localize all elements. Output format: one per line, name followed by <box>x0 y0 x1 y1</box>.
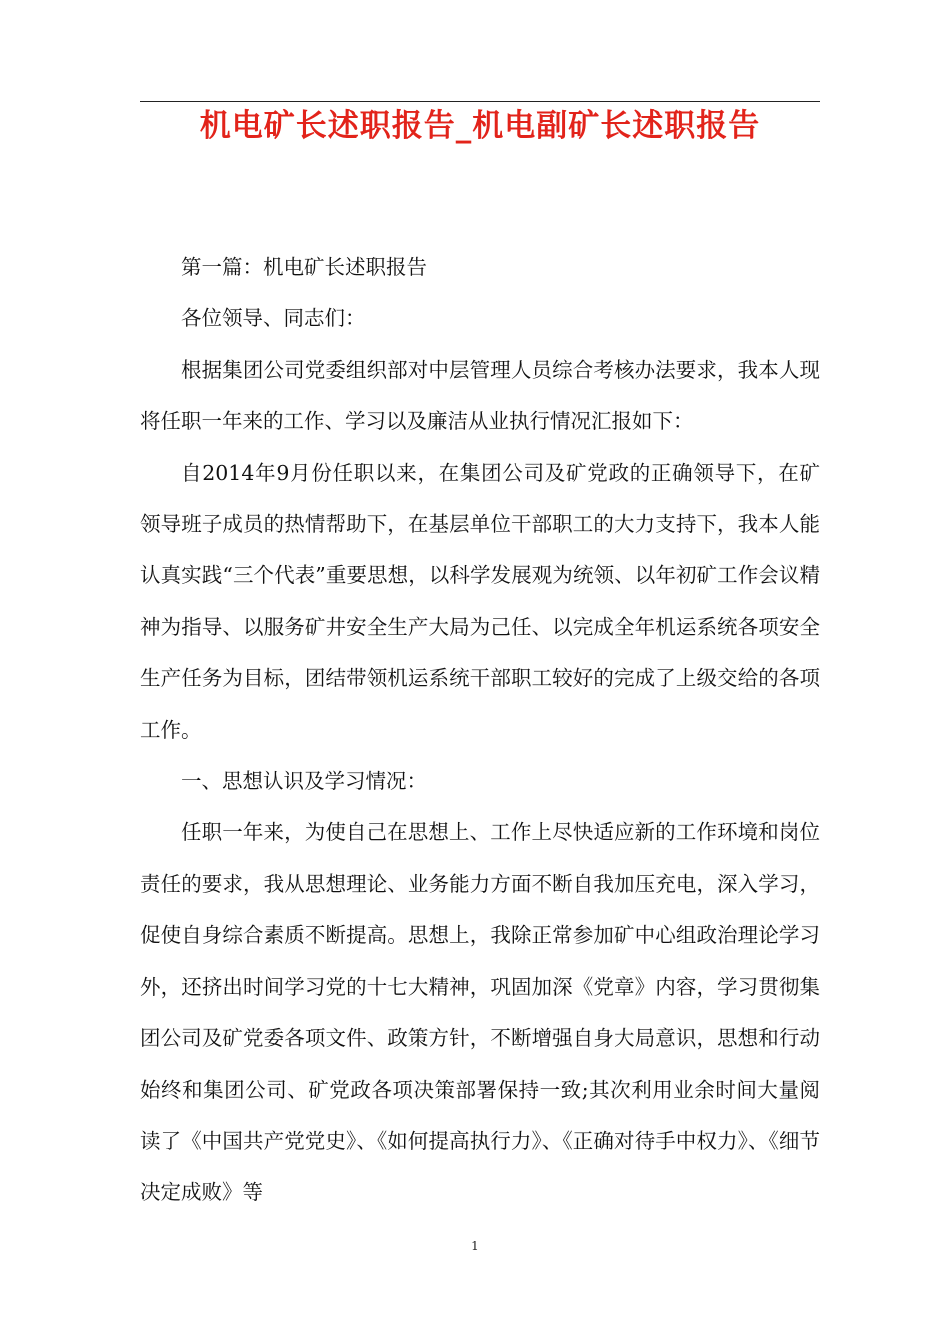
body-paragraph: 自2014年9月份任职以来，在集团公司及矿党政的正确领导下，在矿领导班子成员的热情帮助下，在基层单位干部职工的大力支持下，我本人能认真实践“三个代表”重要思想，以科学发展观为统领、以年初矿工作会议精神为指导、以服务矿井安全生产大局为己任、以完成全年机运系统各项安全生产任务为目标，团结带领机运系统干部职工较好的完成了上级交给的各项工作。 <box>140 460 820 742</box>
body-paragraph: 任职一年来，为使自己在思想上、工作上尽快适应新的工作环境和岗位责任的要求，我从思想理论、业务能力方面不断自我加压充电，深入学习，促使自身综合素质不断提高。思想上，我除正常参加矿中心组政治理论学习外，还挤出时间学习党的十七大精神，巩固加深《党章》内容，学习贯彻集团公司及矿党委各项文件、政策方针，不断增强自身大局意识，思想和行动始终和集团公司、矿党政各项决策部署保持一致;其次利用业余时间大量阅读了《中国共产党党史》、《如何提高执行力》、《正确对待手中权力》、《细节决定成败》等 <box>140 820 820 1205</box>
salutation: 各位领导、同志们： <box>181 306 366 331</box>
page-number: 1 <box>471 1239 479 1253</box>
section-heading: 第一篇：机电矿长述职报告 <box>181 255 427 279</box>
subsection-heading: 一、思想认识及学习情况： <box>181 769 427 794</box>
document-title: 机电矿长述职报告_机电副矿长述职报告 <box>199 108 761 144</box>
header-rule <box>140 101 820 102</box>
body-paragraph: 根据集团公司党委组织部对中层管理人员综合考核办法要求，我本人现将任职一年来的工作、学习以及廉洁从业执行情况汇报如下： <box>140 357 820 434</box>
document-body <box>140 242 820 1219</box>
